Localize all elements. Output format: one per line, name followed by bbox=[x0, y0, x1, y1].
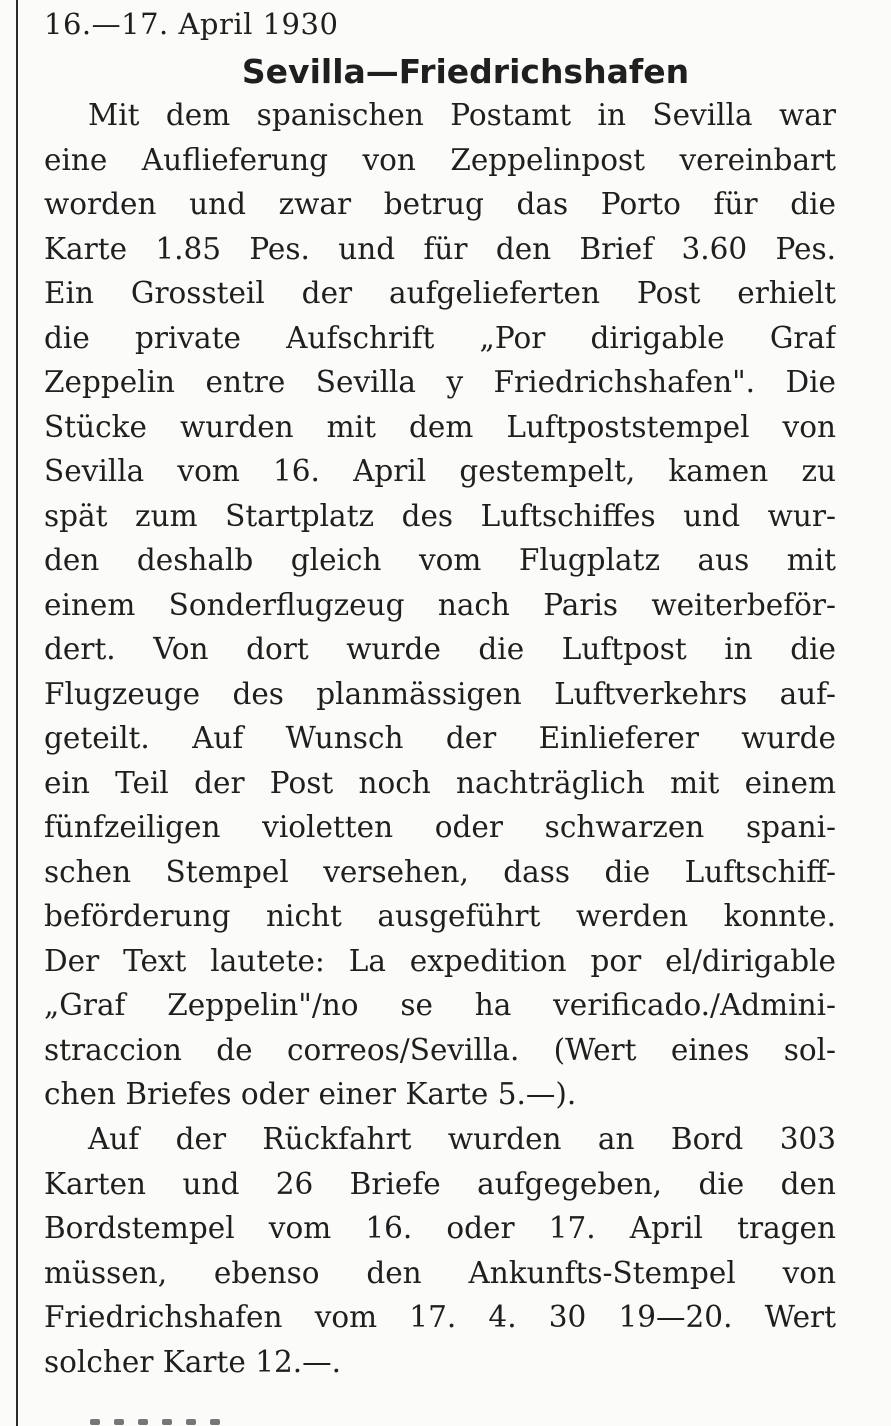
text-line: „Graf Zeppelin"/no se ha verificado./Admini- bbox=[44, 988, 836, 1022]
date-line: 16.—17. April 1930 bbox=[44, 7, 339, 41]
text-line: dert. Von dort wurde die Luftpost in die bbox=[44, 632, 836, 666]
text-line: solcher Karte 12.—. bbox=[44, 1344, 342, 1379]
text-line: schen Stempel versehen, dass die Luftschiff- bbox=[44, 854, 836, 889]
text-line: worden und zwar betrug das Porto für die bbox=[44, 187, 836, 221]
text-line: Ein Grossteil der aufgelieferten Post erhielt bbox=[44, 276, 836, 310]
left-margin-rule bbox=[16, 0, 18, 1426]
text-line: müssen, ebenso den Ankunfts-Stempel von bbox=[44, 1255, 836, 1290]
text-line: Karte 1.85 Pes. und für den Brief 3.60 Pes. bbox=[44, 231, 836, 266]
text-line: spät zum Startplatz des Luftschiffes und wur- bbox=[44, 498, 836, 533]
text-line: Zeppelin entre Sevilla y Friedrichshafen". Die bbox=[44, 365, 836, 399]
text-line: geteilt. Auf Wunsch der Einlieferer wurde bbox=[44, 721, 836, 755]
text-line: den deshalb gleich vom Flugplatz aus mit bbox=[44, 543, 836, 577]
text-line: eine Auflieferung von Zeppelinpost vereinbart bbox=[44, 142, 836, 177]
text-line: straccion de correos/Sevilla. (Wert eines sol- bbox=[44, 1032, 836, 1067]
text-line: die private Aufschrift „Por dirigable Graf bbox=[44, 320, 836, 355]
text-line: Sevilla vom 16. April gestempelt, kamen zu bbox=[44, 454, 836, 488]
text-line: beförderung nicht ausgeführt werden konnte. bbox=[44, 899, 836, 933]
next-section-cutoff bbox=[90, 1410, 310, 1426]
text-line: chen Briefes oder einer Karte 5.—). bbox=[44, 1077, 577, 1111]
paragraph-1 bbox=[44, 93, 836, 1117]
text-line: Flugzeuge des planmässigen Luftverkehrs auf- bbox=[44, 676, 836, 711]
text-line: Der Text lautete: La expedition por el/dirigable bbox=[44, 943, 836, 978]
text-line: Stücke wurden mit dem Luftpoststempel von bbox=[44, 409, 836, 444]
text-line: fünfzeiligen violetten oder schwarzen spani- bbox=[44, 810, 836, 844]
text-line: Mit dem spanischen Postamt in Sevilla war bbox=[88, 98, 836, 132]
text-line: Friedrichshafen vom 17. 4. 30 19—20. Wert bbox=[44, 1300, 836, 1334]
text-line: ein Teil der Post noch nachträglich mit einem bbox=[44, 765, 836, 800]
article-title: Sevilla—Friedrichshafen bbox=[241, 52, 690, 91]
text-line: Bordstempel vom 16. oder 17. April tragen bbox=[44, 1211, 836, 1245]
text-line: Auf der Rückfahrt wurden an Bord 303 bbox=[88, 1122, 836, 1156]
paragraph-2 bbox=[44, 1117, 836, 1384]
text-line: Karten und 26 Briefe aufgegeben, die den bbox=[44, 1166, 836, 1201]
text-line: einem Sonderflugzeug nach Paris weiterbeför- bbox=[44, 587, 836, 622]
